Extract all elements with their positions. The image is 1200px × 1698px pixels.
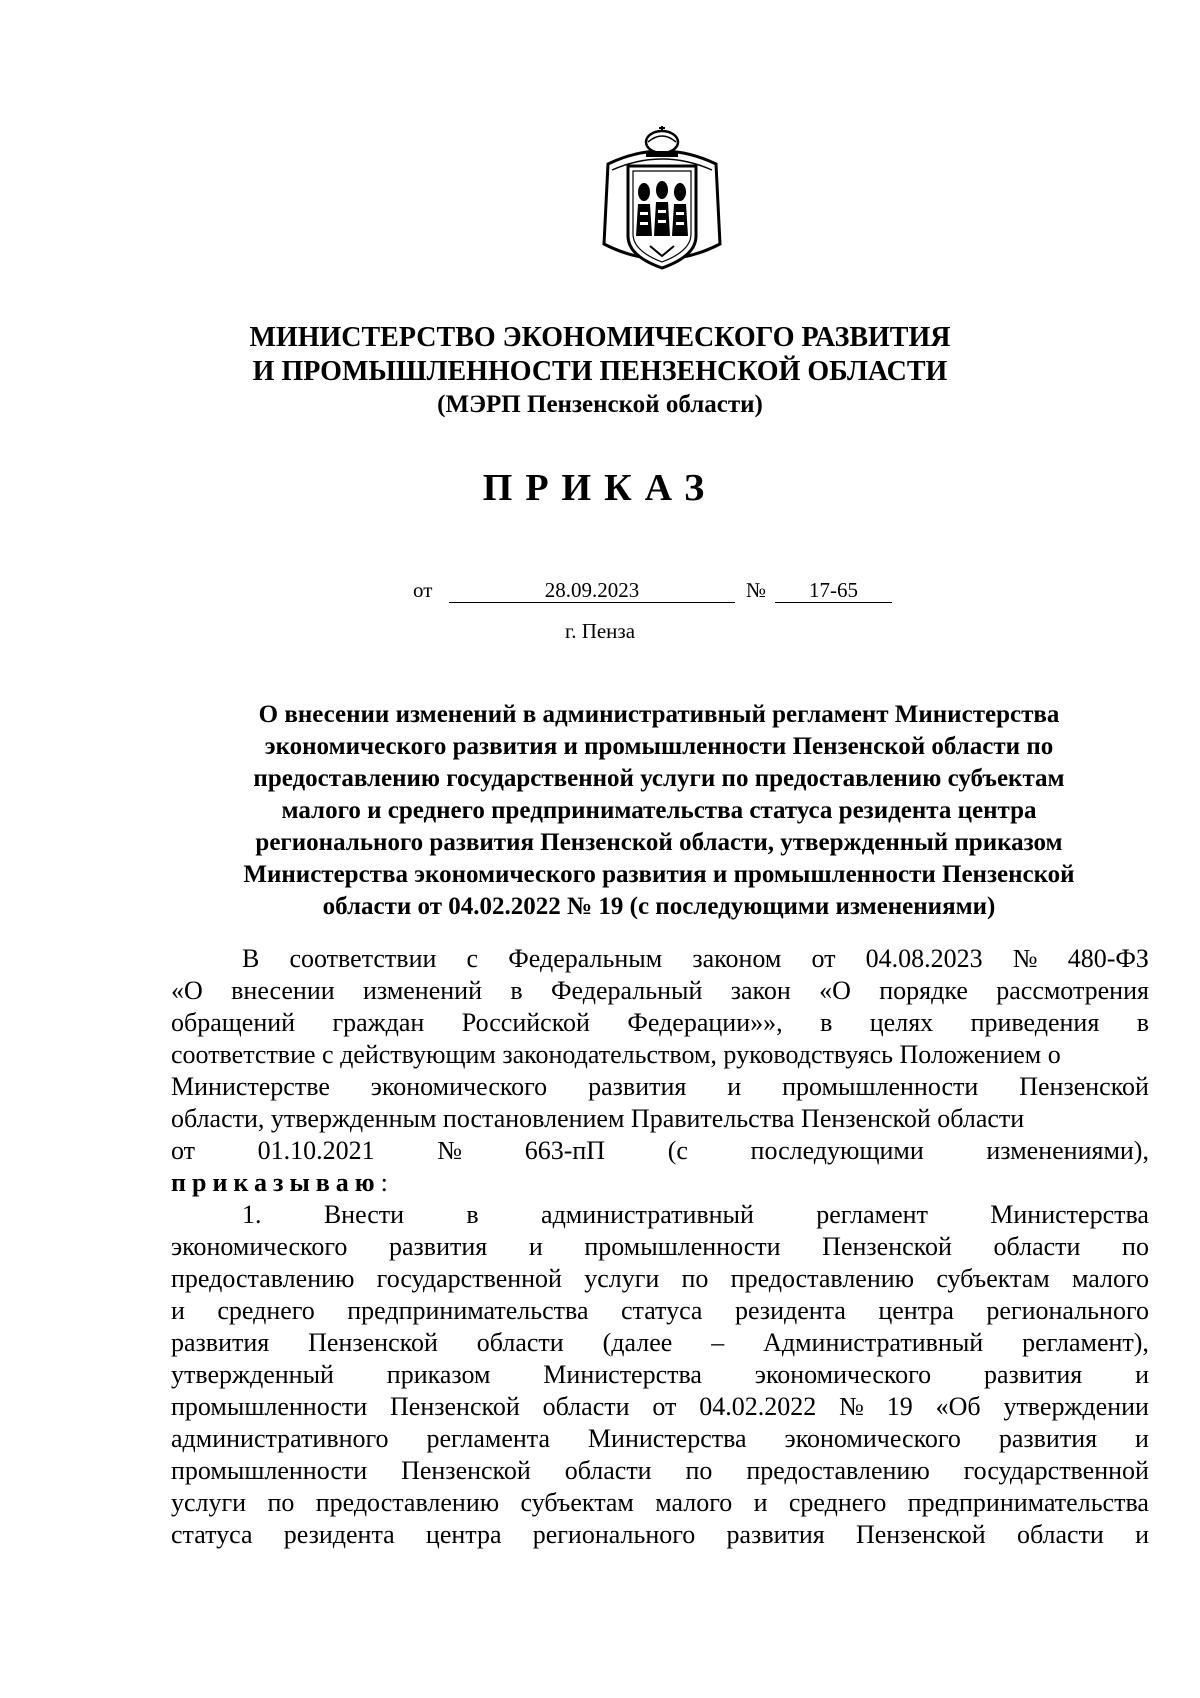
word: законом <box>692 944 782 973</box>
word: субъектам <box>520 1488 634 1517</box>
word: предоставлению <box>730 1264 915 1293</box>
word: административный <box>541 1200 754 1229</box>
word: соответствии <box>289 944 437 973</box>
word: Пензенской <box>1019 1072 1149 1101</box>
word: 1. <box>242 1200 262 1229</box>
body-line <box>171 1199 1149 1231</box>
document-title <box>170 699 1148 923</box>
word: развития <box>389 1232 488 1261</box>
word: Федеральный <box>550 976 703 1005</box>
order-number: 17-65 <box>775 578 892 603</box>
word: резидента <box>734 1296 846 1325</box>
order-verb: приказываю <box>171 1168 381 1197</box>
word: малого <box>1071 1264 1149 1293</box>
word: в <box>510 976 523 1005</box>
body-line <box>171 1071 1149 1103</box>
word: области <box>993 1232 1081 1261</box>
body-line <box>171 1263 1149 1295</box>
word: Пензенской <box>390 1392 520 1421</box>
word: государственной <box>963 1456 1149 1485</box>
word: Внести <box>323 1200 405 1229</box>
document-type-heading: ПРИКАЗ <box>482 467 718 509</box>
word: и <box>753 1488 768 1517</box>
word: (с <box>667 1136 688 1165</box>
word: В <box>242 944 260 973</box>
word: № <box>839 1392 864 1421</box>
word: (далее <box>602 1328 673 1357</box>
word: Пензенской <box>401 1456 531 1485</box>
body-line <box>171 1391 1149 1423</box>
word: приказом <box>386 1360 491 1389</box>
word: экономического <box>754 1360 932 1389</box>
word: области <box>476 1328 564 1357</box>
word: по <box>681 1264 709 1293</box>
word: от <box>171 1136 196 1165</box>
word: Федеральным <box>508 944 663 973</box>
body-line <box>171 975 1149 1007</box>
word: предпринимательства <box>907 1488 1149 1517</box>
word: регламент <box>816 1200 928 1229</box>
ministry-name-line-2: И ПРОМЫШЛЕННОСТИ ПЕНЗЕНСКОЙ ОБЛАСТИ <box>252 356 948 387</box>
word: внесении <box>231 976 335 1005</box>
word: услуги <box>171 1488 247 1517</box>
word: «Об <box>935 1392 981 1421</box>
word: – <box>711 1328 725 1357</box>
body-line <box>171 1519 1149 1551</box>
title-line: области от 04.02.2022 № 19 (с последующими изменениями) <box>322 893 996 920</box>
title-line: Министерства экономического развития и промышленности Пензенской <box>243 861 1075 888</box>
word: области <box>1016 1520 1104 1549</box>
word: экономического <box>370 1072 548 1101</box>
title-line: малого и среднего предпринимательства статуса резидента центра <box>281 797 1037 824</box>
word: обращений <box>171 1008 296 1037</box>
word: и <box>727 1072 742 1101</box>
word: закон <box>730 976 791 1005</box>
word: предоставлению <box>315 1488 500 1517</box>
word: малого <box>655 1488 733 1517</box>
body-line <box>171 1295 1149 1327</box>
order-date: 28.09.2023 <box>449 578 735 603</box>
word: Пензенской <box>855 1520 986 1549</box>
word: от <box>652 1392 677 1421</box>
word: граждан <box>332 1008 425 1037</box>
word: промышленности <box>171 1392 368 1421</box>
word: промышленности <box>584 1232 781 1261</box>
word: развития <box>998 1424 1098 1453</box>
word: «О <box>171 976 203 1005</box>
word: Федерации»», <box>627 1008 783 1037</box>
word: и <box>1135 1424 1149 1453</box>
title-line: экономического развития и промышленности Пензенской области по <box>264 733 1054 760</box>
word: рассмотрения <box>996 976 1149 1005</box>
word: Министерстве <box>171 1072 330 1101</box>
word: регламент), <box>1022 1328 1149 1357</box>
word: развития <box>984 1360 1083 1389</box>
word: резидента <box>283 1520 395 1549</box>
word: в <box>820 1008 833 1037</box>
word: области <box>542 1392 630 1421</box>
word: и <box>171 1296 185 1325</box>
word: экономического <box>784 1424 961 1453</box>
word: и <box>1135 1520 1149 1549</box>
word: Административный <box>763 1328 984 1357</box>
word: предоставлению <box>171 1264 355 1293</box>
word: по <box>1122 1232 1149 1261</box>
word: в <box>1136 1008 1149 1037</box>
order-verb-colon: : <box>380 1168 388 1197</box>
title-line: О внесении изменений в административный регламент Министерства <box>258 701 1060 728</box>
word: регламента <box>426 1424 550 1453</box>
word: последующими <box>750 1136 924 1165</box>
word: от <box>811 944 836 973</box>
word: в <box>466 1200 479 1229</box>
word: Российской <box>461 1008 590 1037</box>
word: и <box>528 1232 543 1261</box>
word: статуса <box>620 1296 703 1325</box>
body-line: области, утвержденным постановлением Правительства Пензенской области <box>171 1104 1025 1133</box>
word: Пензенской <box>308 1328 438 1357</box>
word: № <box>1012 944 1038 973</box>
title-line: регионального развития Пензенской области, утвержденный приказом <box>255 829 1063 856</box>
body-line <box>171 1007 1149 1039</box>
word: развития <box>588 1072 687 1101</box>
word: № <box>437 1136 463 1165</box>
word: по <box>267 1488 295 1517</box>
title-line: предоставлению государственной услуги по предоставлению субъектам <box>253 765 1065 792</box>
body-line <box>171 1327 1149 1359</box>
body-line <box>171 943 1149 975</box>
word: государственной <box>376 1264 562 1293</box>
word: 04.02.2022 <box>699 1392 817 1421</box>
body-line <box>171 1135 1149 1167</box>
coat-of-arms-icon <box>598 124 726 280</box>
word: и <box>1135 1360 1149 1389</box>
ministry-name-line-1: МИНИСТЕРСТВО ЭКОНОМИЧЕСКОГО РАЗВИТИЯ <box>249 322 951 353</box>
body-line <box>171 1423 1149 1455</box>
word: административного <box>171 1424 389 1453</box>
word: среднего <box>217 1296 315 1325</box>
body-line-order-verb <box>171 1167 1149 1199</box>
word: приведения <box>970 1008 1100 1037</box>
word: экономического <box>171 1232 348 1261</box>
word: по <box>685 1456 713 1485</box>
body-line <box>171 1231 1149 1263</box>
word: Министерства <box>587 1424 747 1453</box>
word: центра <box>878 1296 954 1325</box>
word: регионального <box>986 1296 1149 1325</box>
word: 663-пП <box>524 1136 606 1165</box>
word: промышленности <box>782 1072 979 1101</box>
body-line <box>171 1487 1149 1519</box>
body-line <box>171 1455 1149 1487</box>
date-prefix: от <box>413 578 433 602</box>
word: целях <box>869 1008 934 1037</box>
body-line <box>171 1359 1149 1391</box>
word: с <box>466 944 479 973</box>
word: порядке <box>879 976 968 1005</box>
word: «О <box>819 976 851 1005</box>
word: регионального <box>532 1520 696 1549</box>
word: развития <box>171 1328 270 1357</box>
word: Министерства <box>990 1200 1149 1229</box>
word: 01.10.2021 <box>257 1136 375 1165</box>
word: статуса <box>171 1520 253 1549</box>
word: Министерства <box>543 1360 702 1389</box>
word: предоставлению <box>746 1456 930 1485</box>
word: 19 <box>886 1392 913 1421</box>
word: предпринимательства <box>347 1296 589 1325</box>
body-line: соответствие с действующим законодательством, руководствуясь Положением о <box>171 1040 1061 1069</box>
word: услуги <box>584 1264 660 1293</box>
word: области <box>564 1456 652 1485</box>
word: изменений <box>363 976 483 1005</box>
word: утверждении <box>1003 1392 1149 1421</box>
number-sign: № <box>746 578 767 602</box>
word: 480-ФЗ <box>1067 944 1149 973</box>
word: промышленности <box>171 1456 368 1485</box>
city-name: г. Пенза <box>564 619 636 643</box>
word: изменениями), <box>986 1136 1149 1165</box>
word: развития <box>726 1520 825 1549</box>
word: субъектам <box>936 1264 1050 1293</box>
word: 04.08.2023 <box>865 944 983 973</box>
word: центра <box>425 1520 502 1549</box>
ministry-abbreviation: (МЭРП Пензенской области) <box>437 391 763 418</box>
word: среднего <box>788 1488 887 1517</box>
word: утвержденный <box>171 1360 334 1389</box>
document-body <box>171 943 1149 1551</box>
word: Пензенской <box>822 1232 952 1261</box>
